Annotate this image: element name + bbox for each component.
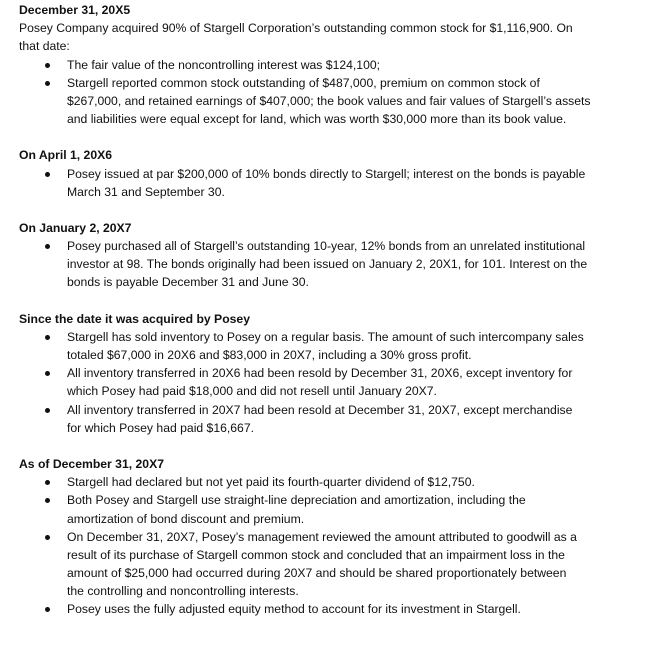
section-heading: On April 1, 20X6 xyxy=(19,148,113,163)
bullet-item xyxy=(19,165,650,201)
bullet-line xyxy=(19,56,650,74)
bullet-text: bonds is payable December 31 and June 30. xyxy=(67,275,309,290)
bullet-text: March 31 and September 30. xyxy=(67,184,225,199)
bullet-line xyxy=(19,564,650,582)
bullet-line xyxy=(19,364,650,382)
bullet-text: Posey purchased all of Stargell’s outstanding 10-year, 12% bonds from an unrelated institutional xyxy=(67,239,586,254)
bullet-icon xyxy=(45,408,50,413)
bullet-item xyxy=(19,328,650,364)
bullet-line xyxy=(19,74,650,92)
section-heading: December 31, 20X5 xyxy=(19,3,131,17)
bullet-icon xyxy=(45,535,50,540)
paragraph-line: that date: xyxy=(19,39,70,54)
section-heading: Since the date it was acquired by Posey xyxy=(19,311,250,326)
bullet-line xyxy=(19,255,650,273)
section-heading: On January 2, 20X7 xyxy=(19,220,132,235)
bullet-text: totaled $67,000 in 20X6 and $83,000 in 20X7, including a 30% gross profit. xyxy=(67,348,472,362)
bullet-text: On December 31, 20X7, Posey’s management reviewed the amount attributed to goodwill as a xyxy=(67,529,577,544)
bullet-text: Both Posey and Stargell use straight-line depreciation and amortization, including the xyxy=(67,493,526,508)
section xyxy=(19,310,650,437)
bullet-text: amortization of bond discount and premium. xyxy=(67,511,305,526)
bullet-icon xyxy=(45,244,50,249)
bullet-text: amount of $25,000 had occurred during 20X7 and should be shared proportionately between xyxy=(67,566,567,581)
bullet-item xyxy=(19,491,650,527)
bullet-line xyxy=(19,600,650,618)
bullet-line xyxy=(19,382,650,400)
bullet-item xyxy=(19,401,650,437)
bullet-item xyxy=(19,364,650,400)
bullet-text: which Posey had paid $18,000 and did not resell until January 20X7. xyxy=(67,384,437,399)
bullet-text: result of its purchase of Stargell common stock and concluded that an impairment loss in the xyxy=(67,547,565,562)
bullet-icon xyxy=(45,63,50,68)
bullet-text: investor at 98. The bonds originally had been issued on January 2, 20X1, for 101. Interest on the xyxy=(67,257,588,272)
bullet-line xyxy=(19,419,650,437)
bullet-line xyxy=(19,92,650,110)
bullet-text: Stargell had declared but not yet paid its fourth-quarter dividend of $12,750. xyxy=(67,475,475,490)
bullet-icon xyxy=(45,335,50,340)
bullet-line xyxy=(19,237,650,255)
section xyxy=(19,1,650,128)
bullet-line xyxy=(19,401,650,419)
bullet-icon xyxy=(45,480,50,485)
paragraph-line: Posey Company acquired 90% of Stargell Corporation’s outstanding common stock for $1,116,900. On xyxy=(19,21,573,36)
bullet-item xyxy=(19,237,650,292)
bullet-line xyxy=(19,491,650,509)
bullet-line xyxy=(19,183,650,201)
bullet-text: and liabilities were equal except for land, which was worth $30,000 more than its book value. xyxy=(67,112,567,127)
bullet-text: for which Posey had paid $16,667. xyxy=(67,420,255,435)
bullet-line xyxy=(19,110,650,128)
bullet-text: Posey uses the fully adjusted equity method to account for its investment in Stargell. xyxy=(67,602,521,617)
bullet-text: All inventory transferred in 20X6 had been resold by December 31, 20X6, except inventory for xyxy=(67,366,573,381)
bullet-line xyxy=(19,473,650,491)
bullet-text: the controlling and noncontrolling interests. xyxy=(67,584,299,599)
bullet-icon xyxy=(45,607,50,612)
bullet-icon xyxy=(45,81,50,86)
bullet-item xyxy=(19,600,650,618)
bullet-line xyxy=(19,528,650,546)
section xyxy=(19,455,650,619)
bullet-icon xyxy=(45,172,50,177)
bullet-line xyxy=(19,165,650,183)
bullet-item xyxy=(19,74,650,129)
bullet-text: All inventory transferred in 20X7 had been resold at December 31, 20X7, except merchandise xyxy=(67,402,573,417)
bullet-text: Stargell has sold inventory to Posey on a regular basis. The amount of such intercompany sales xyxy=(67,329,584,344)
bullet-line xyxy=(19,328,650,346)
bullet-item xyxy=(19,528,650,601)
bullet-line xyxy=(19,510,650,528)
bullet-line xyxy=(19,273,650,291)
bullet-text: Posey issued at par $200,000 of 10% bonds directly to Stargell; interest on the bonds is payable xyxy=(67,166,586,181)
section xyxy=(19,146,650,201)
bullet-line xyxy=(19,582,650,600)
bullet-text: Stargell reported common stock outstanding of $487,000, premium on common stock of xyxy=(67,75,540,90)
bullet-line xyxy=(19,546,650,564)
bullet-icon xyxy=(45,498,50,503)
bullet-item xyxy=(19,56,650,74)
section-heading: As of December 31, 20X7 xyxy=(19,456,164,471)
bullet-text: The fair value of the noncontrolling interest was $124,100; xyxy=(67,57,381,72)
bullet-icon xyxy=(45,371,50,376)
bullet-item xyxy=(19,473,650,491)
bullet-text: $267,000, and retained earnings of $407,000; the book values and fair values of Stargell’s assets xyxy=(67,93,591,108)
section xyxy=(19,219,650,292)
bullet-line xyxy=(19,346,650,364)
